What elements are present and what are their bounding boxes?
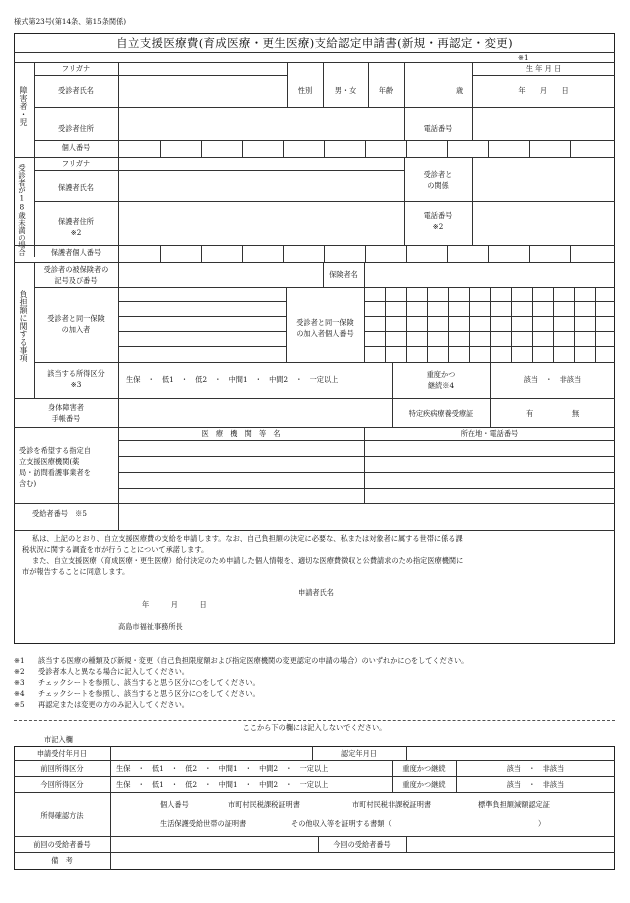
sex-label: 性別 <box>297 86 313 95</box>
insurer-label: 保険者名 <box>329 270 358 279</box>
institution-address-header: 所在地・電話番号 <box>460 429 519 438</box>
relation-label-1: 受診者と <box>423 170 453 179</box>
current-income-options[interactable]: 生保 ・ 低1 ・ 低2 ・ 中間1 ・ 中間2 ・ 一定以上 <box>116 780 329 789</box>
insured-label-2: 記号及び番号 <box>54 276 98 285</box>
guardian-furigana-label: フリガナ <box>61 159 91 168</box>
guardian-phone-note: ※2 <box>432 222 444 231</box>
income-class-label-1: 該当する所得区分 <box>47 369 105 378</box>
current-severe-label: 重度かつ継続 <box>402 780 446 789</box>
patient-section-label: 障害者・児 <box>19 86 28 126</box>
previous-severe-label: 重度かつ継続 <box>402 764 446 773</box>
current-income-label: 今回所得区分 <box>40 780 84 789</box>
previous-severe-options[interactable]: 該当 ・ 非該当 <box>506 764 565 773</box>
note-3-mark: ※3 <box>14 678 25 687</box>
application-date[interactable]: 年 月 日 <box>142 600 207 609</box>
guardian-address-note: ※2 <box>70 228 82 237</box>
proof-reduction-certificate[interactable]: 標準負担額減額認定証 <box>478 800 550 809</box>
office-addressee: 高島市福祉事務所長 <box>118 622 183 631</box>
declaration-line-1: 私は、上記のとおり、自立支援医療費の支給を申請します。なお、自己負担額の決定に必要な、私または対象者に属する世帯に係る課 <box>32 534 463 543</box>
note-2-text: 受診者本人と異なる場合に記入してください。 <box>38 667 189 676</box>
office-use-heading: 市記入欄 <box>44 735 73 744</box>
note-mark: ※1 <box>518 53 529 62</box>
declaration-line-2: 税状況に関する調査を市が行うことについて承諾します。 <box>22 545 209 554</box>
proof-nontax-certificate[interactable]: 市町村民税非課税証明書 <box>352 800 432 809</box>
guardian-mynumber-label: 保護者個人番号 <box>50 248 102 257</box>
proof-tax-certificate[interactable]: 市町村民税課税証明書 <box>228 800 300 809</box>
same-insurance-number-label-1: 受診者と同一保険 <box>296 318 354 327</box>
age-unit: 歳 <box>456 86 464 95</box>
cut-line <box>14 720 615 721</box>
previous-recipient-number-label: 前回の受給者番号 <box>33 840 91 849</box>
approved-date-label: 認定年月日 <box>341 749 377 758</box>
institution-label-3: 局・訪問看護事業者を <box>19 468 91 477</box>
birth-date-field[interactable]: 年 月 日 <box>518 86 569 95</box>
note-2-mark: ※2 <box>14 667 25 676</box>
income-class-label-2: ※3 <box>70 380 82 389</box>
patient-furigana-label: フリガナ <box>61 64 91 73</box>
note-5-text: 再認定または変更の方のみ記入してください。 <box>38 700 189 709</box>
sex-options[interactable]: 男・女 <box>334 86 357 95</box>
guardian-name-label: 保護者氏名 <box>58 183 94 192</box>
patient-name-label: 受診者氏名 <box>58 86 94 95</box>
severe-options[interactable]: 該当 ・ 非該当 <box>523 375 582 384</box>
guardian-address-label: 保護者住所 <box>58 217 94 226</box>
disability-label-2: 手帳番号 <box>51 414 81 423</box>
current-recipient-number-label: 今回の受給者番号 <box>333 840 391 849</box>
specific-no[interactable]: 無 <box>572 409 580 418</box>
income-proof-label: 所得確認方法 <box>40 811 84 820</box>
institution-label-4: 含む) <box>19 479 37 488</box>
note-1-text: 該当する医療の種類及び新規・変更（自己負担限度額および指定医療機関の変更認定の申請の場合）のいずれかに○をしてください。 <box>38 656 469 665</box>
disability-label-1: 身体障害者 <box>48 403 84 412</box>
proof-other-close: ） <box>538 819 546 828</box>
patient-address-label: 受診者住所 <box>58 124 94 133</box>
guardian-phone-label: 電話番号 <box>423 211 453 220</box>
severe-label-1: 重度かつ <box>426 370 456 379</box>
specific-disease-label: 特定疾病療養受療証 <box>408 409 474 418</box>
note-1-mark: ※1 <box>14 656 25 665</box>
birth-date-label: 生 年 月 日 <box>525 64 562 73</box>
recipient-number-label: 受給者番号 ※5 <box>32 509 87 518</box>
current-severe-options[interactable]: 該当 ・ 非該当 <box>506 780 565 789</box>
relation-label-2: の関係 <box>427 181 449 190</box>
form-reference: 様式第23号(第14条、第15条関係) <box>14 17 127 26</box>
specific-yes[interactable]: 有 <box>526 409 534 418</box>
note-3-text: チェックシートを参照し、該当すると思う区分に○をしてください。 <box>38 678 260 687</box>
remarks-label: 備 考 <box>51 856 73 865</box>
cut-line-text: ここから下の欄には記入しないでください。 <box>242 723 387 732</box>
declaration-line-4: 市が報告することに同意します。 <box>22 567 130 576</box>
institution-label-1: 受診を希望する指定自 <box>19 446 91 455</box>
insured-label-1: 受診者の被保険者の <box>43 265 109 274</box>
institution-name-header: 医 療 機 関 等 名 <box>201 429 281 438</box>
proof-welfare-certificate[interactable]: 生活保護受給世帯の証明書 <box>160 819 247 828</box>
note-4-mark: ※4 <box>14 689 25 698</box>
patient-mynumber-label: 個人番号 <box>61 143 91 152</box>
same-insurance-label-2: の加入者 <box>61 325 91 334</box>
severe-label-2: 継続※4 <box>427 381 455 390</box>
income-class-options[interactable]: 生保 ・ 低1 ・ 低2 ・ 中間1 ・ 中間2 ・ 一定以上 <box>126 375 339 384</box>
burden-section-label: 負担額に関する事項 <box>19 290 28 362</box>
same-insurance-number-label-2: の加入者個人番号 <box>296 329 354 338</box>
proof-mynumber[interactable]: 個人番号 <box>160 800 189 809</box>
institution-label-2: 立支援医療機関(薬 <box>19 457 80 466</box>
note-5-mark: ※5 <box>14 700 25 709</box>
same-insurance-label-1: 受診者と同一保険 <box>47 314 105 323</box>
note-4-text: チェックシートを参照し、該当すると思う区分に○をしてください。 <box>38 689 260 698</box>
received-date-label: 申請受付年月日 <box>36 749 88 758</box>
proof-other-documents[interactable]: その他収入等を証明する書類（ <box>291 819 392 828</box>
age-label: 年齢 <box>378 86 394 95</box>
previous-income-options[interactable]: 生保 ・ 低1 ・ 低2 ・ 中間1 ・ 中間2 ・ 一定以上 <box>116 764 329 773</box>
declaration-line-3: また、自立支援医療（育成医療・更生医療）給付決定のため申請した個人情報を、適切な医療費徴収と公費請求のため指定医療機関に <box>32 556 464 565</box>
guardian-section-label: 受診者が18歳未満の場合 <box>17 164 27 256</box>
previous-income-label: 前回所得区分 <box>40 764 84 773</box>
applicant-name-label: 申請者氏名 <box>298 588 334 597</box>
patient-phone-label: 電話番号 <box>423 124 453 133</box>
form-title: 自立支援医療費(育成医療・更生医療)支給認定申請書(新規・再認定・変更) <box>116 36 513 50</box>
